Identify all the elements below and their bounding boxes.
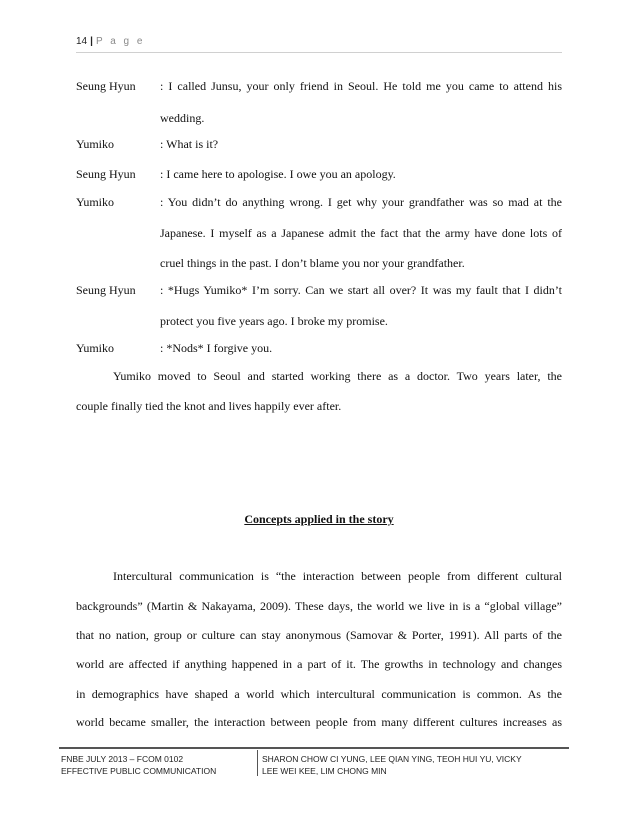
page-word: P a g e: [95, 36, 145, 47]
paragraph-text: in demographics have shaped a world which intercultural communication is common. As the: [76, 687, 562, 701]
speaker-name: Yumiko: [76, 341, 115, 355]
footer-authors: [262, 753, 568, 777]
paragraph-text: backgrounds” (Martin & Nakayama, 2009). These days, the world we live in is a “global village”: [76, 599, 562, 613]
paragraph-line: [76, 368, 562, 384]
footer-authors-line: LEE WEI KEE, LIM CHONG MIN: [262, 766, 387, 776]
header-separator: |: [90, 36, 93, 47]
dialogue-text: : You didn’t do anything wrong. I get why your grandfather was so mad at the: [160, 195, 562, 209]
footer-authors-line: SHARON CHOW CI YUNG, LEE QIAN YING, TEOH HUI YU, VICKY: [262, 754, 522, 764]
dialogue-text: : What is it?: [160, 137, 219, 151]
paragraph-text: Intercultural communication is “the interaction between people from different cultural: [113, 569, 562, 583]
paragraph-line: [76, 714, 562, 730]
speaker-name: Yumiko: [76, 195, 115, 209]
dialogue-text: protect you five years ago. I broke my promise.: [160, 314, 388, 328]
dialogue-text: wedding.: [160, 111, 205, 125]
paragraph-text: Yumiko moved to Seoul and started working there as a doctor. Two years later, the: [113, 369, 562, 383]
paragraph-text: that no nation, group or culture can stay anonymous (Samovar & Porter, 1991). All parts of the: [76, 628, 562, 642]
dialogue-text: cruel things in the past. I don’t blame you nor your grandfather.: [160, 256, 465, 270]
dialogue-text: Japanese. I myself as a Japanese admit the fact that the army have done lots of: [160, 226, 562, 240]
footer-course-line: EFFECTIVE PUBLIC COMMUNICATION: [61, 766, 217, 776]
dialogue-text: : *Nods* I forgive you.: [160, 341, 273, 355]
footer-divider: [257, 750, 258, 776]
page-header: [76, 36, 145, 47]
paragraph-line: [76, 598, 562, 614]
page-number: 14: [76, 36, 88, 47]
section-heading-line: [76, 511, 562, 527]
section-heading: Concepts applied in the story: [244, 512, 394, 526]
dialogue-text: : *Hugs Yumiko* I’m sorry. Can we start all over? It was my fault that I didn’t: [160, 283, 562, 297]
paragraph-line: [76, 568, 562, 584]
speaker-name: Seung Hyun: [76, 283, 136, 297]
dialogue-text: : I called Junsu, your only friend in Seoul. He told me you came to attend his: [160, 79, 562, 93]
paragraph-text: couple finally tied the knot and lives happily ever after.: [76, 399, 342, 413]
speaker-name: Seung Hyun: [76, 79, 136, 93]
paragraph-line: [76, 398, 562, 414]
paragraph-text: world are affected if anything happened in a part of it. The growths in technology and changes: [76, 657, 562, 671]
paragraph-line: [76, 686, 562, 702]
dialogue-text: : I came here to apologise. I owe you an apology.: [160, 167, 396, 181]
paragraph-text: world became smaller, the interaction between people from many different cultures increases as: [76, 715, 562, 729]
footer-rule: [59, 747, 569, 749]
paragraph-line: [76, 627, 562, 643]
speaker-name: Seung Hyun: [76, 167, 136, 181]
header-rule: [76, 52, 562, 53]
paragraph-line: [76, 656, 562, 672]
footer-course: [61, 753, 253, 777]
speaker-name: Yumiko: [76, 137, 115, 151]
footer-course-line: FNBE JULY 2013 – FCOM 0102: [61, 754, 184, 764]
